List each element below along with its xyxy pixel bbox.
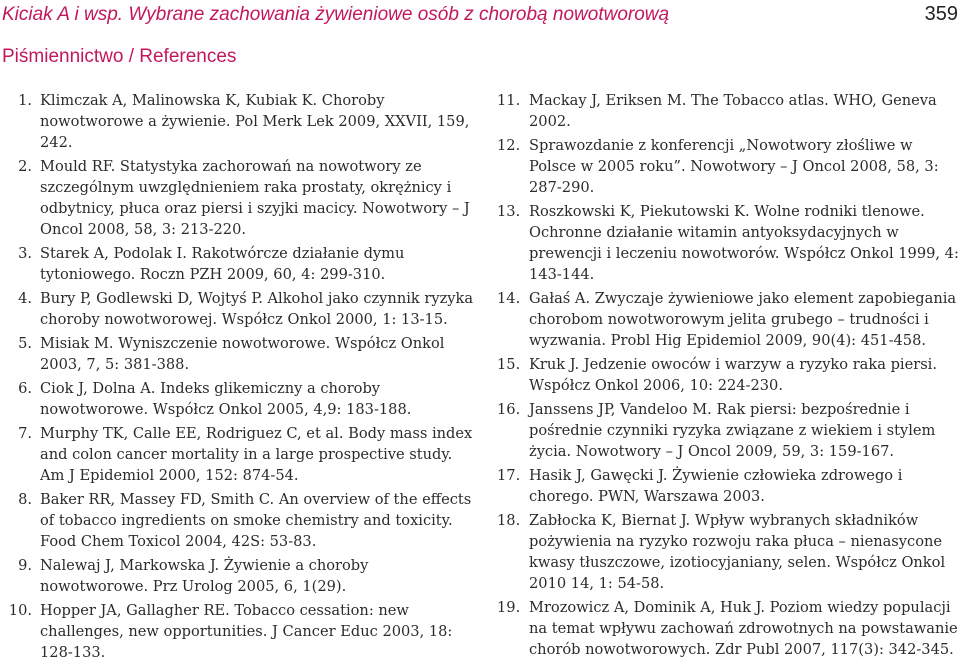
reference-text: Gałaś A. Zwyczaje żywieniowe jako element zapobiegania chorobom nowotworowym jelita grubego – trudności i wyzwania. Probl Hig Epidemiol 2009, 90(4): 451-458. bbox=[529, 290, 957, 349]
reference-number: 13. bbox=[497, 203, 521, 220]
reference-item bbox=[497, 510, 959, 594]
reference-number: 9. bbox=[18, 557, 32, 574]
reference-number: 3. bbox=[18, 245, 32, 262]
reference-item bbox=[497, 597, 959, 660]
reference-number: 4. bbox=[18, 290, 32, 307]
reference-number: 2. bbox=[18, 158, 32, 175]
reference-text: Hopper JA, Gallagher RE. Tobacco cessation: new challenges, new opportunities. J Cancer Educ 2003, 18: 128-133. bbox=[40, 602, 453, 661]
reference-item bbox=[0, 243, 474, 285]
reference-text: Murphy TK, Calle EE, Rodriguez C, et al. Body mass index and colon cancer mortality in a large prospective study. Am J Epidemiol 2000, 152: 874-54. bbox=[40, 425, 473, 484]
references-right-column bbox=[497, 90, 959, 663]
reference-item bbox=[0, 288, 474, 330]
section-title: Piśmiennictwo / References bbox=[2, 46, 237, 67]
reference-text: Klimczak A, Malinowska K, Kubiak K. Choroby nowotworowe a żywienie. Pol Merk Lek 2009, XXVII, 159, 242. bbox=[40, 92, 470, 151]
reference-text: Baker RR, Massey FD, Smith C. An overview of the effects of tobacco ingredients on smoke chemistry and toxicity. Food Chem Toxicol 2004, 42S: 53-83. bbox=[40, 491, 472, 550]
reference-item bbox=[0, 333, 474, 375]
reference-item bbox=[497, 399, 959, 462]
reference-item bbox=[497, 90, 959, 132]
reference-item bbox=[497, 354, 959, 396]
running-title: Kiciak A i wsp. Wybrane zachowania żywieniowe osób z chorobą nowotworową bbox=[2, 4, 670, 25]
reference-number: 10. bbox=[8, 602, 32, 619]
reference-number: 8. bbox=[18, 491, 32, 508]
reference-number: 1. bbox=[18, 92, 32, 109]
reference-item bbox=[497, 135, 959, 198]
reference-item bbox=[0, 156, 474, 240]
reference-number: 19. bbox=[497, 599, 521, 616]
reference-item bbox=[497, 201, 959, 285]
reference-number: 11. bbox=[497, 92, 521, 109]
reference-item bbox=[497, 465, 959, 507]
reference-item bbox=[0, 489, 474, 552]
reference-number: 18. bbox=[497, 512, 521, 529]
reference-text: Misiak M. Wyniszczenie nowotworowe. Współcz Onkol 2003, 7, 5: 381-388. bbox=[40, 335, 445, 373]
reference-text: Janssens JP, Vandeloo M. Rak piersi: bezpośrednie i pośrednie czynniki ryzyka związane z wiekiem i stylem życia. Nowotwory – J Oncol 2009, 59, 3: 159-167. bbox=[529, 401, 936, 460]
reference-text: Kruk J. Jedzenie owoców i warzyw a ryzyko raka piersi. Współcz Onkol 2006, 10: 224-230. bbox=[529, 356, 937, 394]
reference-number: 14. bbox=[497, 290, 521, 307]
reference-text: Zabłocka K, Biernat J. Wpływ wybranych składników pożywienia na ryzyko rozwoju raka płuca – nienasycone kwasy tłuszczowe, izotiocyjaniany, selen. Współcz Onkol 2010 14, 1: 54-58. bbox=[529, 512, 946, 592]
reference-text: Nalewaj J, Markowska J. Żywienie a choroby nowotworowe. Prz Urolog 2005, 6, 1(29). bbox=[40, 557, 369, 595]
reference-item bbox=[0, 423, 474, 486]
reference-text: Mould RF. Statystyka zachorowań na nowotwory ze szczególnym uwzględnieniem raka prostaty, okrężnicy i odbytnicy, płuca oraz piersi i szyjki macicy. Nowotwory – J Oncol 2008, 58, 3: 213-220. bbox=[40, 158, 470, 238]
reference-item bbox=[0, 90, 474, 153]
reference-number: 17. bbox=[497, 467, 521, 484]
reference-number: 15. bbox=[497, 356, 521, 373]
reference-number: 12. bbox=[497, 137, 521, 154]
reference-text: Mrozowicz A, Dominik A, Huk J. Poziom wiedzy populacji na temat wpływu zachowań zdrowotnych na powstawanie chorób nowotworowych. Zdr Publ 2007, 117(3): 342-345. bbox=[529, 599, 958, 658]
page-number: 359 bbox=[924, 3, 958, 25]
reference-text: Hasik J, Gawęcki J. Żywienie człowieka zdrowego i chorego. PWN, Warszawa 2003. bbox=[529, 467, 903, 505]
reference-item bbox=[497, 288, 959, 351]
running-header bbox=[0, 0, 960, 36]
reference-number: 7. bbox=[18, 425, 32, 442]
reference-item bbox=[0, 600, 474, 663]
reference-item bbox=[0, 555, 474, 597]
reference-number: 5. bbox=[18, 335, 32, 352]
reference-text: Ciok J, Dolna A. Indeks glikemiczny a choroby nowotworowe. Współcz Onkol 2005, 4,9: 183-188. bbox=[40, 380, 412, 418]
reference-text: Bury P, Godlewski D, Wojtyś P. Alkohol jako czynnik ryzyka choroby nowotworowej. Współcz Onkol 2000, 1: 13-15. bbox=[40, 290, 474, 328]
reference-item bbox=[0, 378, 474, 420]
references-left-column bbox=[0, 90, 474, 666]
reference-text: Starek A, Podolak I. Rakotwórcze działanie dymu tytoniowego. Roczn PZH 2009, 60, 4: 299-310. bbox=[40, 245, 405, 283]
reference-number: 6. bbox=[18, 380, 32, 397]
reference-text: Mackay J, Eriksen M. The Tobacco atlas. WHO, Geneva 2002. bbox=[529, 92, 937, 130]
reference-text: Roszkowski K, Piekutowski K. Wolne rodniki tlenowe. Ochronne działanie witamin antyoksydacyjnych w prewencji i leczeniu nowotworów. Współcz Onkol 1999, 4: 143-144. bbox=[529, 203, 959, 283]
reference-text: Sprawozdanie z konferencji „Nowotwory złośliwe w Polsce w 2005 roku”. Nowotwory – J Oncol 2008, 58, 3: 287-290. bbox=[529, 137, 939, 196]
reference-number: 16. bbox=[497, 401, 521, 418]
